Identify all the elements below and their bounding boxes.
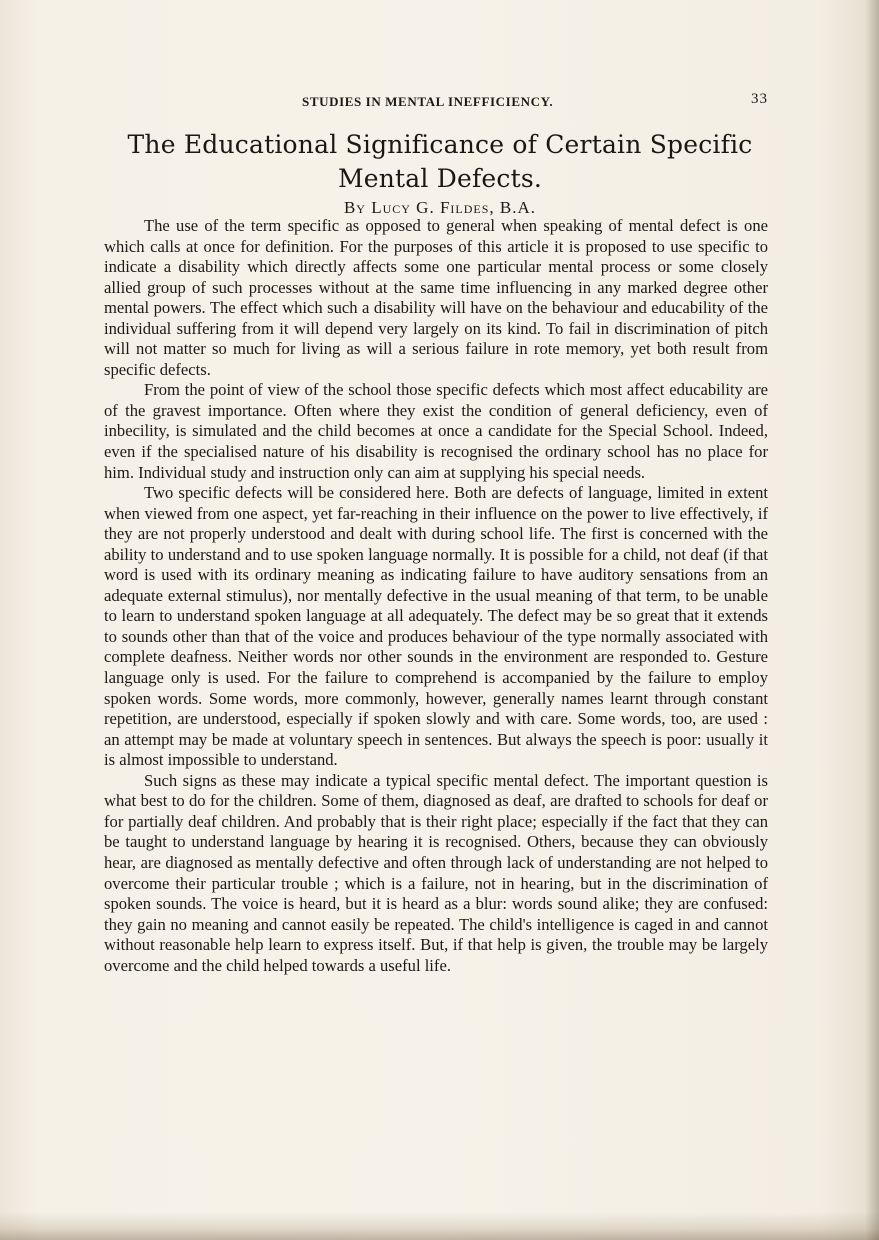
page-number: 33 [751, 91, 768, 107]
article-title-line-2: Mental Defects. [337, 164, 543, 193]
paragraph-2: From the point of view of the school those specific defects which most affect educability are of the gravest importance. Often where they exist the condition of general deficiency, even of inbecility, is simulated and the child becomes at once a candidate for the Special School. Indeed, even if the specialised nature of his disability is recognised the ordinary school has no place for him. Individual study and instruction only can aim at supplying his special needs. [104, 380, 768, 482]
paragraph-3: Two specific defects will be considered here. Both are defects of language, limited in extent when viewed from one aspect, yet far-reaching in their influence on the power to live effectively, if they are not properly understood and dealt with during school life. The first is concerned with the ability to understand and to use spoken language normally. It is possible for a child, not deaf (if that word is used with its ordinary meaning as indicating failure to have auditory sensations from an adequate external stimulus), nor mentally defective in the usual meaning of that term, to be unable to learn to understand spoken language at all adequately. The defect may be so great that it extends to sounds other than that of the voice and produces behaviour of the type normally associated with complete deafness. Neither words nor other sounds in the environment are responded to. Gesture language only is used. For the failure to comprehend is accompanied by the failure to employ spoken words. Some words, more commonly, however, generally names learnt through constant repetition, are understood, especially if spoken slowly and with care. Some words, too, are used : an attempt may be made at voluntary speech in sentences. But always the speech is poor: usually it is almost impossible to understand. [104, 483, 768, 770]
article-title [90, 128, 790, 196]
article-byline: By Lucy G. Fildes, B.A. [343, 198, 537, 217]
paragraph-4: Such signs as these may indicate a typical specific mental defect. The important question is what best to do for the children. Some of them, diagnosed as deaf, are drafted to schools for deaf or for partially deaf children. And probably that is their right place; especially if the fact that they can be taught to understand language by hearing it is recognised. Others, because they can obviously hear, are diagnosed as mentally defective and often through lack of understanding are not helped to overcome their particular trouble ; which is a failure, not in hearing, but in the discrimination of spoken sounds. The voice is heard, but it is heard as a blur: words sound alike; they are confused: they gain no meaning and cannot easily be repeated. The child's intelligence is caged in and cannot without reasonable help learn to express itself. But, if that help is given, the trouble may be largely overcome and the child helped towards a useful life. [104, 770, 768, 975]
paragraph-1: The use of the term specific as opposed to general when speaking of mental defect is one which calls at once for definition. For the purposes of this article it is proposed to use specific to indicate a disability which directly affects some one particular mental process or some closely allied group of such processes without at the same time influencing in any marked degree other mental powers. The effect which such a disability will have on the behaviour and educability of the individual suffering from it will depend very largely on its kind. To fail in discrimination of pitch will not matter so much for living as will a serious failure in rote memory, yet both result from specific defects. [104, 216, 768, 379]
page-bottom-edge [0, 1212, 879, 1240]
article-title-line-1: The Educational Significance of Certain Specific [127, 130, 753, 159]
running-head-title: STUDIES IN MENTAL INEFFICIENCY. [302, 94, 554, 109]
page-edge-shadow [865, 0, 879, 1240]
running-head [104, 91, 768, 114]
article-body [104, 216, 768, 976]
